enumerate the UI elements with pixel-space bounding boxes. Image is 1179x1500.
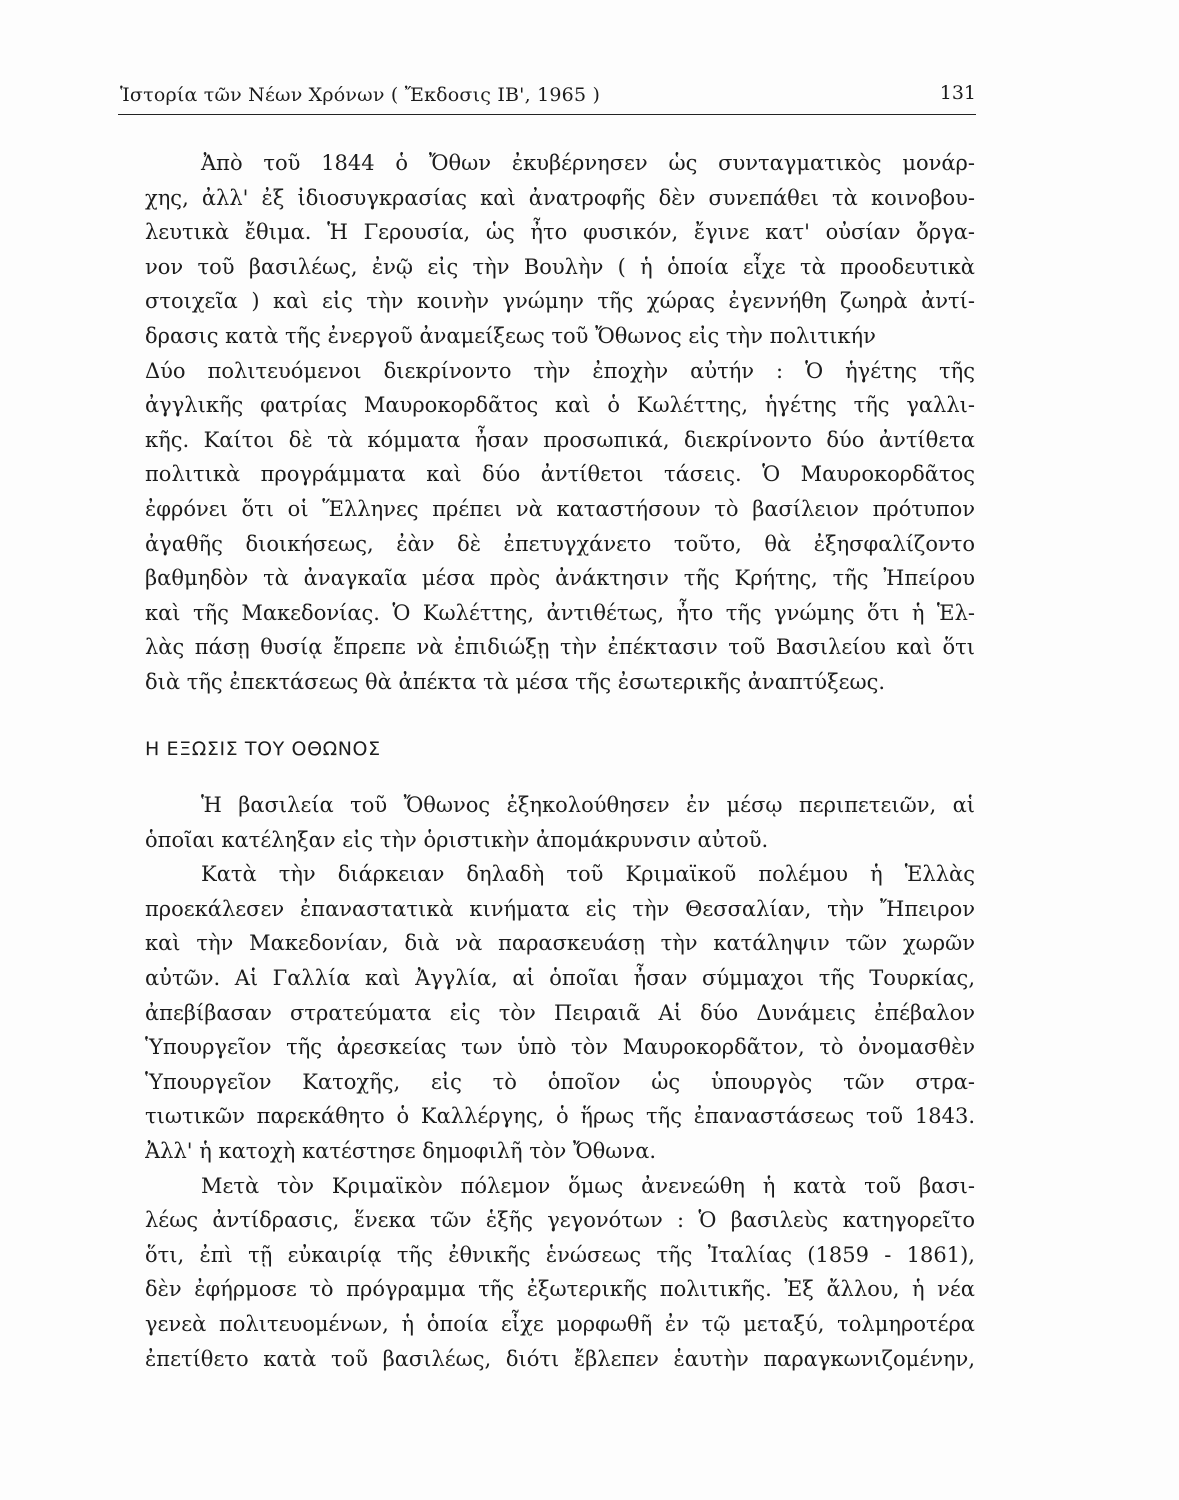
text-line: λέως ἀντίδρασις, ἕνεκα τῶν ἑξῆς γεγονότων : Ὁ βασιλεὺς κατηγορεῖτο [145, 1208, 975, 1233]
text-line: Ἀπὸ τοῦ 1844 ὁ Ὄθων ἐκυβέρνησεν ὡς συνταγματικὸς μονάρ- [201, 151, 975, 175]
text-line: χης, ἀλλ' ἐξ ἰδιοσυγκρασίας καὶ ἀνατροφῆς δὲν συνεπάθει τὰ κοινοβου- [145, 185, 975, 210]
paragraph-after-crimean-war [145, 1169, 975, 1377]
text-line: τιωτικῶν παρεκάθητο ὁ Καλλέργης, ὁ ἥρως τῆς ἐπαναστάσεως τοῦ 1843. [145, 1104, 975, 1129]
text-line: ἀπεβίβασαν στρατεύματα εἰς τὸν Πειραιᾶ Αἱ δύο Δυνάμεις ἐπέβαλον [145, 1000, 975, 1025]
text-line: κῆς. Καίτοι δὲ τὰ κόμματα ἦσαν προσωπικά, διεκρίνοντο δύο ἀντίθετα [145, 427, 975, 452]
text-line: λὰς πάσῃ θυσίᾳ ἔπρεπε νὰ ἐπιδιώξῃ τὴν ἐπέκτασιν τοῦ Βασιλείου καὶ ὅτι [145, 635, 975, 660]
text-line: ἀγαθῆς διοικήσεως, ἐὰν δὲ ἐπετυγχάνετο τοῦτο, θὰ ἐξησφαλίζοντο [145, 531, 975, 556]
text-line: Ὑπουργεῖον τῆς ἀρεσκείας των ὑπὸ τὸν Μαυροκορδᾶτον, τὸ ὀνομασθὲν [145, 1035, 975, 1060]
text-line: νον τοῦ βασιλέως, ἐνῷ εἰς τὴν Βουλὴν ( ἡ ὁποία εἶχε τὰ προοδευτικὰ [145, 254, 975, 279]
paragraph-reign-adventures [145, 788, 975, 857]
paragraph-crimean-war [145, 857, 975, 1168]
page-number: 131 [939, 82, 976, 104]
text-line: διὰ τῆς ἐπεκτάσεως θὰ ἀπέκτα τὰ μέσα τῆς ἐσωτερικῆς ἀναπτύξεως. [145, 669, 886, 694]
text-line: πολιτικὰ προγράμματα καὶ δύο ἀντίθετοι τάσεις. Ὁ Μαυροκορδᾶτος [145, 462, 975, 487]
text-line: ὅτι, ἐπὶ τῇ εὐκαιρίᾳ τῆς ἐθνικῆς ἑνώσεως τῆς Ἰταλίας (1859 - 1861), [145, 1242, 975, 1267]
text-line: Δύο πολιτευόμενοι διεκρίνοντο τὴν ἐποχὴν αὐτήν : Ὁ ἡγέτης τῆς [145, 358, 975, 383]
text-line: Κατὰ τὴν διάρκειαν δηλαδὴ τοῦ Κριμαϊκοῦ πολέμου ἡ Ἑλλὰς [201, 862, 975, 887]
text-line: καὶ τὴν Μακεδονίαν, διὰ νὰ παρασκευάσῃ τὴν κατάληψιν τῶν χωρῶν [145, 931, 975, 956]
text-line: Ὑπουργεῖον Κατοχῆς, εἰς τὸ ὁποῖον ὡς ὑπουργὸς τῶν στρα- [145, 1069, 975, 1094]
text-line: προεκάλεσεν ἐπαναστατικὰ κινήματα εἰς τὴν Θεσσαλίαν, τὴν Ἤπειρον [145, 896, 975, 921]
text-line: αὐτῶν. Αἱ Γαλλία καὶ Ἀγγλία, αἱ ὁποῖαι ἦσαν σύμμαχοι τῆς Τουρκίας, [145, 965, 975, 990]
text-line: ὁποῖαι κατέληξαν εἰς τὴν ὁριστικὴν ἀπομάκρυνσιν αὐτοῦ. [145, 827, 769, 852]
header-rule [118, 114, 976, 115]
text-line: Μετὰ τὸν Κριμαϊκὸν πόλεμον ὅμως ἀνενεώθη ἡ κατὰ τοῦ βασι- [201, 1173, 975, 1198]
paragraph-otto-constitutional [145, 146, 975, 354]
text-line: Ἀλλ' ἡ κατοχὴ κατέστησε δημοφιλῆ τὸν Ὄθωνα. [145, 1138, 657, 1163]
running-head [120, 76, 976, 116]
text-line: λευτικὰ ἔθιμα. Ἡ Γερουσία, ὡς ἦτο φυσικόν, ἔγινε κατ' οὐσίαν ὄργα- [145, 220, 975, 245]
paragraph-two-politicians [145, 354, 975, 700]
section-heading: Η ΕΞΩΣΙΣ ΤΟΥ ΟΘΩΝΟΣ [145, 738, 381, 760]
running-title: Ἱστορία τῶν Νέων Χρόνων ( Ἔκδοσις ΙΒ', 1965 ) [120, 84, 601, 106]
text-block-lower [145, 788, 975, 1376]
text-line: ἐφρόνει ὅτι οἱ Ἕλληνες πρέπει νὰ καταστήσουν τὸ βασίλειον πρότυπον [145, 496, 975, 521]
text-line: στοιχεῖα ) καὶ εἰς τὴν κοινὴν γνώμην τῆς χώρας ἐγεννήθη ζωηρὰ ἀντί- [145, 289, 975, 314]
text-line: βαθμηδὸν τὰ ἀναγκαῖα μέσα πρὸς ἀνάκτησιν τῆς Κρήτης, τῆς Ἠπείρου [145, 566, 975, 591]
text-line: Ἡ βασιλεία τοῦ Ὄθωνος ἐξηκολούθησεν ἐν μέσῳ περιπετειῶν, αἱ [201, 793, 975, 817]
text-line: δὲν ἐφήρμοσε τὸ πρόγραμμα τῆς ἐξωτερικῆς πολιτικῆς. Ἐξ ἄλλου, ἡ νέα [145, 1277, 975, 1302]
text-line: γενεὰ πολιτευομένων, ἡ ὁποία εἶχε μορφωθῆ ἐν τῷ μεταξύ, τολμηροτέρα [145, 1311, 975, 1336]
text-line: ἐπετίθετο κατὰ τοῦ βασιλέως, διότι ἔβλεπεν ἑαυτὴν παραγκωνιζομένην, [145, 1346, 975, 1371]
text-line: δρασις κατὰ τῆς ἐνεργοῦ ἀναμείξεως τοῦ Ὄθωνος εἰς τὴν πολιτικήν [145, 323, 876, 348]
text-line: ἀγγλικῆς φατρίας Μαυροκορδᾶτος καὶ ὁ Κωλέττης, ἡγέτης τῆς γαλλι- [145, 393, 975, 418]
text-line: καὶ τῆς Μακεδονίας. Ὁ Κωλέττης, ἀντιθέτως, ἦτο τῆς γνώμης ὅτι ἡ Ἑλ- [145, 600, 975, 625]
text-block-upper [145, 146, 975, 700]
